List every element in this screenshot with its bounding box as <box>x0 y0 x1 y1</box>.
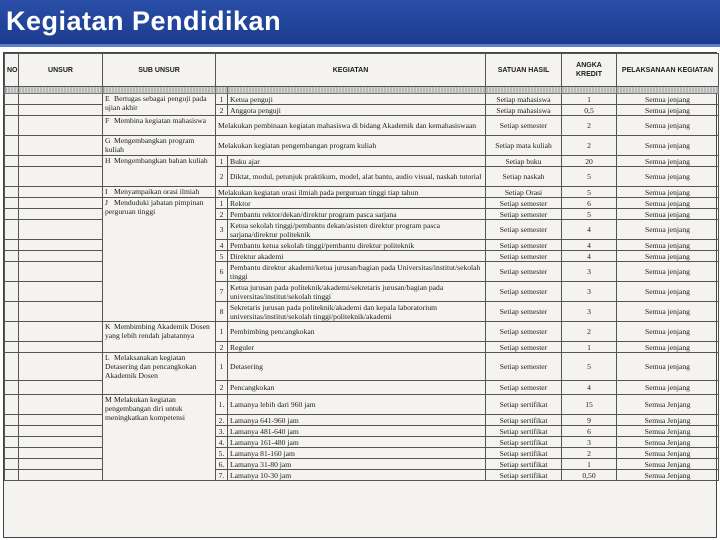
no-cell <box>5 415 19 426</box>
unsur-cell <box>19 302 103 322</box>
pelaksanaan-cell: Semua jenjang <box>617 302 719 322</box>
kegiatan-number-cell: 1 <box>216 353 228 381</box>
sub-unsur-code: M <box>105 395 112 404</box>
pelaksanaan-cell: Semua jenjang <box>617 282 719 302</box>
kegiatan-table <box>4 53 719 481</box>
sub-unsur-label: Membina kegiatan mahasiswa <box>114 116 206 125</box>
satuan-hasil-cell: Setiap semester <box>486 282 562 302</box>
angka-kredit-cell: 1 <box>562 342 617 353</box>
satuan-hasil-cell: Setiap semester <box>486 342 562 353</box>
unsur-cell <box>19 240 103 251</box>
pelaksanaan-cell: Semua Jenjang <box>617 459 719 470</box>
kegiatan-number-cell: 1 <box>216 322 228 342</box>
pelaksanaan-cell: Semua jenjang <box>617 353 719 381</box>
pelaksanaan-cell: Semua Jenjang <box>617 470 719 481</box>
table-row <box>5 198 719 209</box>
no-cell <box>5 282 19 302</box>
satuan-hasil-cell: Setiap Orasi <box>486 187 562 198</box>
unsur-cell <box>19 459 103 470</box>
kegiatan-cell: Pembantu direktur akademi/ketua jurusan/bagian pada Universitas/institut/sekolah tinggi <box>228 262 486 282</box>
kegiatan-cell: Pembantu rektor/dekan/direktur program pasca sarjana <box>228 209 486 220</box>
kegiatan-cell: Melakukan pembinaan kegiatan mahasiswa di bidang Akademik dan kemahasiswaan <box>216 116 486 136</box>
angka-kredit-cell: 3 <box>562 302 617 322</box>
angka-kredit-cell: 2 <box>562 448 617 459</box>
no-cell <box>5 459 19 470</box>
kegiatan-number-cell: 4 <box>216 240 228 251</box>
unsur-cell <box>19 415 103 426</box>
sub-unsur-code: I <box>105 187 108 196</box>
kegiatan-number-cell: 5. <box>216 448 228 459</box>
header-kegiatan: KEGIATAN <box>216 54 486 87</box>
kegiatan-number-cell: 2 <box>216 342 228 353</box>
satuan-hasil-cell: Setiap semester <box>486 251 562 262</box>
no-cell <box>5 209 19 220</box>
pelaksanaan-cell: Semua jenjang <box>617 198 719 209</box>
kegiatan-cell: Buku ajar <box>228 156 486 167</box>
pelaksanaan-cell: Semua Jenjang <box>617 426 719 437</box>
pelaksanaan-cell: Semua jenjang <box>617 156 719 167</box>
sub-unsur-label: Melakukan kegiatan pengembangan diri untuk meningkatkan kompetensi <box>105 395 185 422</box>
pelaksanaan-cell: Semua jenjang <box>617 220 719 240</box>
pelaksanaan-cell: Semua jenjang <box>617 262 719 282</box>
angka-kredit-cell: 3 <box>562 437 617 448</box>
table-row <box>5 136 719 156</box>
no-cell <box>5 220 19 240</box>
kegiatan-cell: Direktur akademi <box>228 251 486 262</box>
pelaksanaan-cell: Semua jenjang <box>617 381 719 395</box>
pelaksanaan-cell: Semua jenjang <box>617 136 719 156</box>
unsur-cell <box>19 187 103 198</box>
pelaksanaan-cell: Semua jenjang <box>617 105 719 116</box>
kegiatan-number-cell: 8 <box>216 302 228 322</box>
angka-kredit-cell: 1 <box>562 459 617 470</box>
pelaksanaan-cell: Semua jenjang <box>617 322 719 342</box>
kegiatan-number-cell: 1 <box>216 156 228 167</box>
kegiatan-cell: Pembantu ketua sekolah tinggi/pembantu direktur politeknik <box>228 240 486 251</box>
angka-kredit-cell: 5 <box>562 209 617 220</box>
sub-unsur-cell <box>103 136 216 156</box>
header-angka-kredit: ANGKA KREDIT <box>562 54 617 87</box>
table-row <box>5 94 719 105</box>
angka-kredit-cell: 1 <box>562 94 617 105</box>
sub-unsur-code: J <box>105 198 108 207</box>
satuan-hasil-cell: Setiap semester <box>486 240 562 251</box>
no-cell <box>5 302 19 322</box>
kegiatan-number-cell: 6 <box>216 262 228 282</box>
kegiatan-number-cell: 6. <box>216 459 228 470</box>
no-cell <box>5 198 19 209</box>
satuan-hasil-cell: Setiap semester <box>486 322 562 342</box>
sub-unsur-label: Mengembangkan program kuliah <box>105 136 195 154</box>
sub-unsur-code: H <box>105 156 111 165</box>
sub-unsur-cell <box>103 353 216 395</box>
pelaksanaan-cell: Semua jenjang <box>617 240 719 251</box>
no-cell <box>5 395 19 415</box>
angka-kredit-cell: 9 <box>562 415 617 426</box>
pelaksanaan-cell: Semua jenjang <box>617 342 719 353</box>
header-row <box>5 54 719 87</box>
unsur-cell <box>19 167 103 187</box>
no-cell <box>5 426 19 437</box>
satuan-hasil-cell: Setiap sertifikat <box>486 448 562 459</box>
pelaksanaan-cell: Semua jenjang <box>617 209 719 220</box>
kegiatan-number-cell: 1. <box>216 395 228 415</box>
document-scan <box>3 52 717 538</box>
no-cell <box>5 116 19 136</box>
angka-kredit-cell: 3 <box>562 282 617 302</box>
pelaksanaan-cell: Semua jenjang <box>617 167 719 187</box>
no-cell <box>5 94 19 105</box>
angka-kredit-cell: 2 <box>562 322 617 342</box>
kegiatan-cell: Pencangkokan <box>228 381 486 395</box>
kegiatan-number-cell: 2 <box>216 167 228 187</box>
satuan-hasil-cell: Setiap semester <box>486 116 562 136</box>
no-cell <box>5 156 19 167</box>
unsur-cell <box>19 209 103 220</box>
pelaksanaan-cell: Semua jenjang <box>617 94 719 105</box>
kegiatan-cell: Pembimbing pencangkokan <box>228 322 486 342</box>
angka-kredit-cell: 5 <box>562 167 617 187</box>
table-body <box>5 94 719 481</box>
header-unsur: UNSUR <box>19 54 103 87</box>
unsur-cell <box>19 262 103 282</box>
title-underline <box>0 44 720 47</box>
kegiatan-number-cell: 4. <box>216 437 228 448</box>
pelaksanaan-cell: Semua jenjang <box>617 251 719 262</box>
angka-kredit-cell: 4 <box>562 220 617 240</box>
sub-unsur-code: L <box>105 353 110 362</box>
table-row <box>5 187 719 198</box>
sub-unsur-cell <box>103 395 216 481</box>
satuan-hasil-cell: Setiap sertifikat <box>486 395 562 415</box>
kegiatan-cell: Detasering <box>228 353 486 381</box>
unsur-cell <box>19 94 103 105</box>
no-cell <box>5 470 19 481</box>
satuan-hasil-cell: Setiap semester <box>486 302 562 322</box>
kegiatan-cell: Ketua penguji <box>228 94 486 105</box>
kegiatan-number-cell: 2. <box>216 415 228 426</box>
angka-kredit-cell: 0,5 <box>562 105 617 116</box>
kegiatan-number-cell: 2 <box>216 105 228 116</box>
kegiatan-cell: Melakukan kegiatan pengembangan program kuliah <box>216 136 486 156</box>
kegiatan-cell: Sekretaris jurusan pada politeknik/akademi dan kepala laboratorium universitas/institut/sekolah tinggi/politeknik/akademi <box>228 302 486 322</box>
kegiatan-number-cell: 1 <box>216 94 228 105</box>
kegiatan-number-cell: 2 <box>216 209 228 220</box>
no-cell <box>5 136 19 156</box>
satuan-hasil-cell: Setiap sertifikat <box>486 459 562 470</box>
no-cell <box>5 342 19 353</box>
sub-unsur-cell <box>103 94 216 116</box>
satuan-hasil-cell: Setiap semester <box>486 220 562 240</box>
title-bar <box>0 0 720 47</box>
angka-kredit-cell: 20 <box>562 156 617 167</box>
satuan-hasil-cell: Setiap sertifikat <box>486 415 562 426</box>
sub-unsur-label: Menyampaikan orasi ilmiah <box>114 187 200 196</box>
kegiatan-cell: Ketua sekolah tinggi/pembantu dekan/asisten direktur program pasca sarjana/direktur politeknik <box>228 220 486 240</box>
unsur-cell <box>19 381 103 395</box>
angka-kredit-cell: 4 <box>562 240 617 251</box>
header-sub-unsur: SUB UNSUR <box>103 54 216 87</box>
kegiatan-number-cell: 7. <box>216 470 228 481</box>
angka-kredit-cell: 2 <box>562 136 617 156</box>
kegiatan-cell: Lamanya 641-960 jam <box>228 415 486 426</box>
satuan-hasil-cell: Setiap naskah <box>486 167 562 187</box>
sub-unsur-cell <box>103 198 216 322</box>
satuan-hasil-cell: Setiap semester <box>486 198 562 209</box>
kegiatan-cell: Ketua jurusan pada politeknik/akademi/sekretaris jurusan/bagian pada universitas/institut/sekolah tinggi <box>228 282 486 302</box>
table-row <box>5 116 719 136</box>
column-number-row <box>5 87 719 94</box>
pelaksanaan-cell: Semua Jenjang <box>617 437 719 448</box>
sub-unsur-cell <box>103 322 216 353</box>
kegiatan-number-cell: 2 <box>216 381 228 395</box>
no-cell <box>5 167 19 187</box>
pelaksanaan-cell: Semua Jenjang <box>617 395 719 415</box>
satuan-hasil-cell: Setiap semester <box>486 262 562 282</box>
sub-unsur-code: G <box>105 136 111 145</box>
kegiatan-number-cell: 3. <box>216 426 228 437</box>
unsur-cell <box>19 448 103 459</box>
sub-unsur-code: K <box>105 322 111 331</box>
sub-unsur-cell <box>103 116 216 136</box>
table-row <box>5 353 719 381</box>
kegiatan-cell: Lamanya 161-480 jam <box>228 437 486 448</box>
sub-unsur-cell <box>103 187 216 198</box>
kegiatan-cell: Diktat, modul, petunjuk praktikum, model, alat bantu, audio visual, naskah tutorial <box>228 167 486 187</box>
table-row <box>5 156 719 167</box>
satuan-hasil-cell: Setiap semester <box>486 381 562 395</box>
unsur-cell <box>19 470 103 481</box>
kegiatan-cell: Rektor <box>228 198 486 209</box>
unsur-cell <box>19 156 103 167</box>
unsur-cell <box>19 342 103 353</box>
satuan-hasil-cell: Setiap semester <box>486 209 562 220</box>
no-cell <box>5 322 19 342</box>
satuan-hasil-cell: Setiap sertifikat <box>486 437 562 448</box>
unsur-cell <box>19 136 103 156</box>
unsur-cell <box>19 426 103 437</box>
satuan-hasil-cell: Setiap sertifikat <box>486 470 562 481</box>
no-cell <box>5 381 19 395</box>
sub-unsur-cell <box>103 156 216 187</box>
header-pelaksanaan: PELAKSANAAN KEGIATAN <box>617 54 719 87</box>
pelaksanaan-cell: Semua Jenjang <box>617 415 719 426</box>
sub-unsur-code: E <box>105 94 110 103</box>
angka-kredit-cell: 6 <box>562 426 617 437</box>
satuan-hasil-cell: Setiap sertifikat <box>486 426 562 437</box>
no-cell <box>5 251 19 262</box>
pelaksanaan-cell: Semua jenjang <box>617 187 719 198</box>
unsur-cell <box>19 220 103 240</box>
no-cell <box>5 105 19 116</box>
kegiatan-cell: Lamanya 481-640 jam <box>228 426 486 437</box>
kegiatan-number-cell: 7 <box>216 282 228 302</box>
angka-kredit-cell: 2 <box>562 116 617 136</box>
kegiatan-cell: Melakukan kegiatan orasi ilmiah pada perguruan tinggi tiap tahun <box>216 187 486 198</box>
satuan-hasil-cell: Setiap semester <box>486 353 562 381</box>
unsur-cell <box>19 116 103 136</box>
sub-unsur-label: Bertugas sebagai penguji pada ujian akhir <box>105 94 207 112</box>
unsur-cell <box>19 105 103 116</box>
header-no: NO <box>5 54 19 87</box>
unsur-cell <box>19 395 103 415</box>
page-title: Kegiatan Pendidikan <box>6 6 282 36</box>
angka-kredit-cell: 5 <box>562 187 617 198</box>
sub-unsur-label: Melaksanakan kegiatan Detasering dan pencangkokan Akademik Dosen <box>105 353 197 380</box>
unsur-cell <box>19 198 103 209</box>
sub-unsur-code: F <box>105 116 110 125</box>
angka-kredit-cell: 0,50 <box>562 470 617 481</box>
kegiatan-cell: Lamanya 31-80 jam <box>228 459 486 470</box>
kegiatan-number-cell: 3 <box>216 220 228 240</box>
angka-kredit-cell: 5 <box>562 353 617 381</box>
kegiatan-number-cell: 1 <box>216 198 228 209</box>
table-row <box>5 322 719 342</box>
unsur-cell <box>19 437 103 448</box>
angka-kredit-cell: 15 <box>562 395 617 415</box>
kegiatan-cell: Reguler <box>228 342 486 353</box>
no-cell <box>5 448 19 459</box>
sub-unsur-label: Membimbing Akademik Dosen yang lebih rendah jabatannya <box>105 322 210 340</box>
sub-unsur-label: Mengembangkan bahan kuliah <box>114 156 208 165</box>
no-cell <box>5 262 19 282</box>
unsur-cell <box>19 282 103 302</box>
header-satuan-hasil: SATUAN HASIL <box>486 54 562 87</box>
kegiatan-cell: Anggota penguji <box>228 105 486 116</box>
satuan-hasil-cell: Setiap mahasiswa <box>486 105 562 116</box>
kegiatan-cell: Lamanya 10-30 jam <box>228 470 486 481</box>
angka-kredit-cell: 4 <box>562 251 617 262</box>
pelaksanaan-cell: Semua jenjang <box>617 116 719 136</box>
angka-kredit-cell: 4 <box>562 381 617 395</box>
angka-kredit-cell: 6 <box>562 198 617 209</box>
satuan-hasil-cell: Setiap mata kuliah <box>486 136 562 156</box>
table-row <box>5 395 719 415</box>
unsur-cell <box>19 322 103 342</box>
unsur-cell <box>19 251 103 262</box>
sub-unsur-label: Menduduki jabatan pimpinan perguruan tinggi <box>105 198 204 216</box>
no-cell <box>5 240 19 251</box>
satuan-hasil-cell: Setiap buku <box>486 156 562 167</box>
kegiatan-cell: Lamanya lebih dari 960 jam <box>228 395 486 415</box>
angka-kredit-cell: 3 <box>562 262 617 282</box>
satuan-hasil-cell: Setiap mahasiswa <box>486 94 562 105</box>
kegiatan-cell: Lamanya 81-160 jam <box>228 448 486 459</box>
pelaksanaan-cell: Semua Jenjang <box>617 448 719 459</box>
no-cell <box>5 437 19 448</box>
kegiatan-number-cell: 5 <box>216 251 228 262</box>
unsur-cell <box>19 353 103 381</box>
no-cell <box>5 353 19 381</box>
no-cell <box>5 187 19 198</box>
